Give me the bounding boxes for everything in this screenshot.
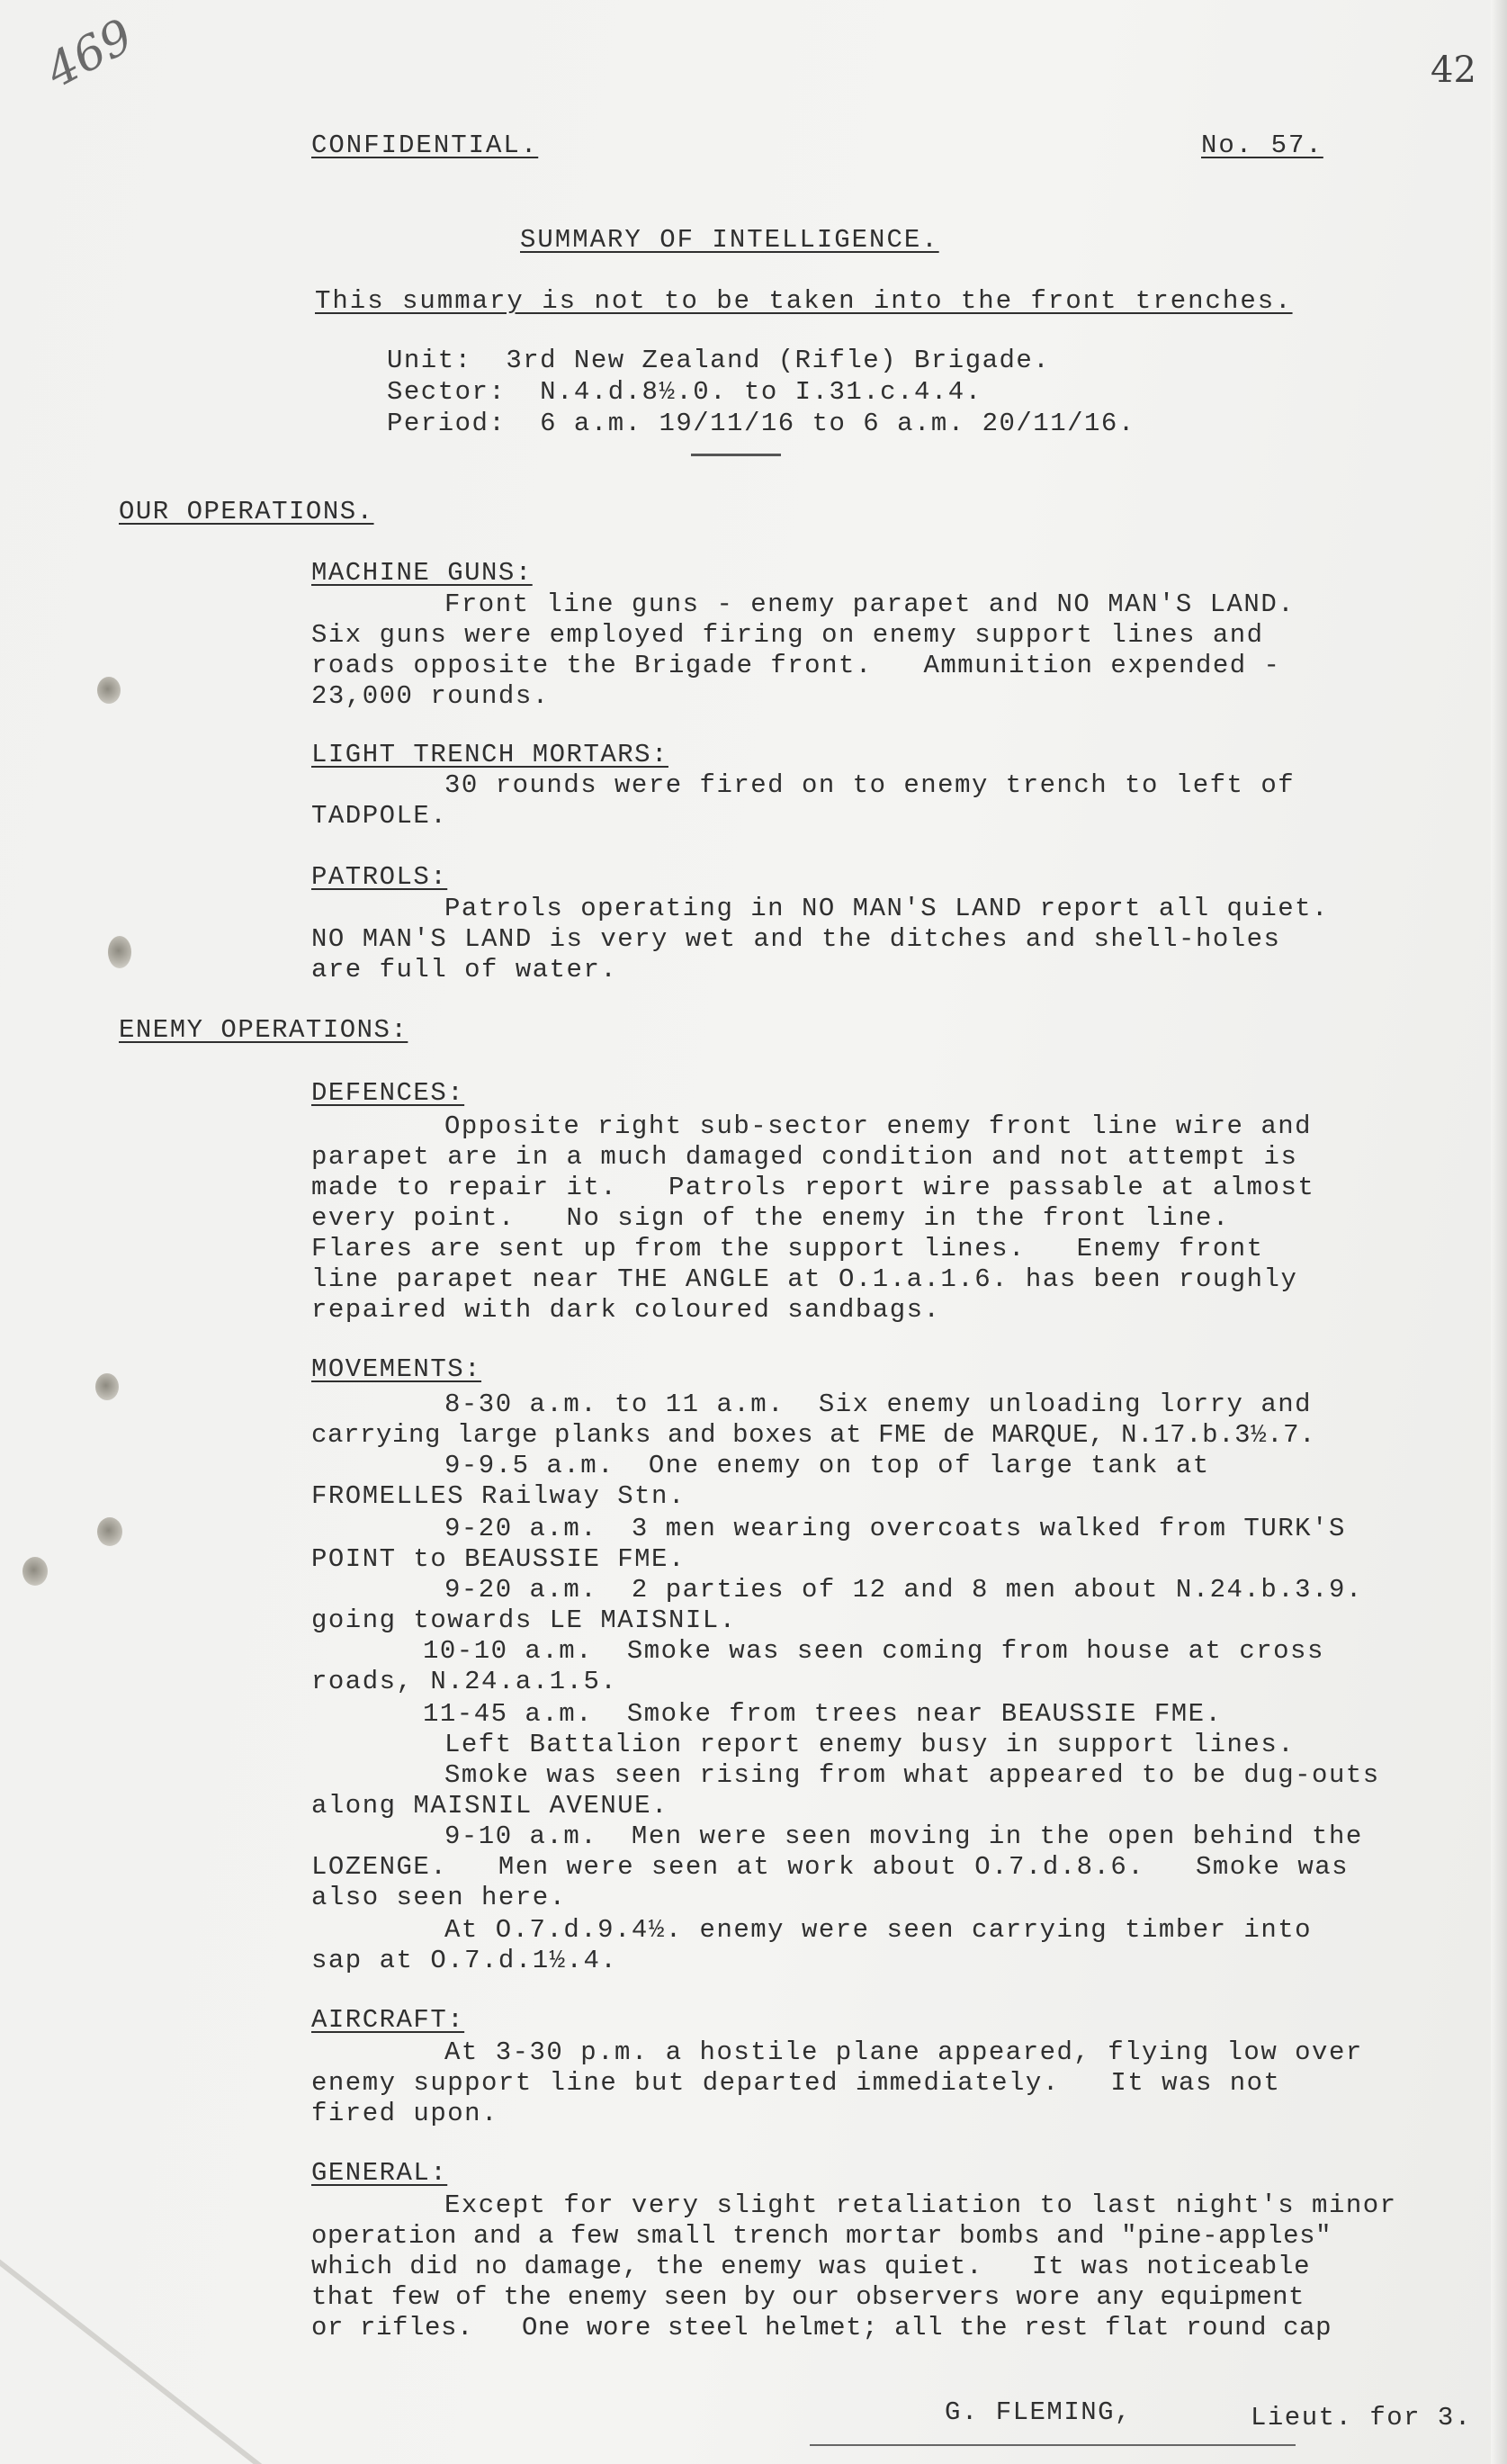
body-line: 11-45 a.m. Smoke from trees near BEAUSSIE FME.	[423, 1699, 1223, 1729]
subheading-defences: DEFENCES:	[311, 1078, 465, 1108]
classification-label: CONFIDENTIAL.	[311, 130, 539, 160]
body-line: along MAISNIL AVENUE.	[311, 1791, 668, 1821]
body-line: 23,000 rounds.	[311, 681, 550, 711]
body-line: At 3-30 p.m. a hostile plane appeared, flying low over	[444, 2037, 1363, 2067]
punch-hole	[97, 1517, 122, 1546]
body-line: roads, N.24.a.1.5.	[311, 1667, 618, 1696]
body-line: or rifles. One wore steel helmet; all the rest flat round cap	[311, 2313, 1332, 2343]
body-line: carrying large planks and boxes at FME de MARQUE, N.17.b.3½.7.	[311, 1420, 1316, 1450]
body-line: sap at O.7.d.1½.4.	[311, 1946, 618, 1975]
subheading-general: GENERAL:	[311, 2158, 448, 2188]
section-heading-our-operations: OUR OPERATIONS.	[119, 497, 374, 526]
period-line: Period: 6 a.m. 19/11/16 to 6 a.m. 20/11/16.	[387, 409, 1135, 438]
body-line: roads opposite the Brigade front. Ammunition expended -	[311, 651, 1281, 680]
body-line: 9-20 a.m. 2 parties of 12 and 8 men about N.24.b.3.9.	[444, 1575, 1363, 1605]
body-line: made to repair it. Patrols report wire passable at almost	[311, 1173, 1315, 1202]
body-line: Front line guns - enemy parapet and NO MAN'S LAND.	[444, 589, 1296, 619]
body-line: 9-9.5 a.m. One enemy on top of large tank at	[444, 1451, 1210, 1480]
body-line: 8-30 a.m. to 11 a.m. Six enemy unloading lorry and	[444, 1389, 1313, 1419]
body-line: LOZENGE. Men were seen at work about O.7.d.8.6. Smoke was	[311, 1852, 1350, 1882]
subheading-machine-guns: MACHINE GUNS:	[311, 558, 533, 588]
body-line: Flares are sent up from the support lines. Enemy front	[311, 1234, 1264, 1263]
folio-number: 42	[1431, 49, 1476, 91]
body-line: which did no damage, the enemy was quiet. It was noticeable	[311, 2252, 1311, 2281]
section-heading-enemy-operations: ENEMY OPERATIONS:	[119, 1015, 408, 1045]
subheading-patrols: PATROLS:	[311, 862, 448, 892]
punch-hole	[108, 936, 131, 968]
body-line: are full of water.	[311, 955, 618, 985]
body-line: 30 rounds were fired on to enemy trench to left of	[444, 770, 1296, 800]
subheading-movements: MOVEMENTS:	[311, 1354, 482, 1384]
body-line: TADPOLE.	[311, 801, 448, 831]
body-line: enemy support line but departed immediately. It was not	[311, 2068, 1281, 2098]
paper-fold-crease	[0, 2233, 264, 2464]
body-line: Left Battalion report enemy busy in support lines.	[444, 1730, 1296, 1759]
body-line: NO MAN'S LAND is very wet and the ditches and shell-holes	[311, 924, 1281, 954]
pencil-page-number: 469	[37, 9, 142, 99]
body-line: Smoke was seen rising from what appeared to be dug-outs	[444, 1760, 1380, 1790]
body-line: At O.7.d.9.4½. enemy were seen carrying timber into	[444, 1915, 1313, 1945]
signature-name: G. FLEMING,	[945, 2397, 1132, 2427]
body-line: that few of the enemy seen by our observers wore any equipment	[311, 2282, 1305, 2312]
body-line: parapet are in a much damaged condition and not attempt is	[311, 1142, 1298, 1172]
body-line: every point. No sign of the enemy in the front line.	[311, 1203, 1230, 1233]
punch-hole	[97, 677, 121, 704]
punch-hole	[95, 1373, 119, 1400]
body-line: operation and a few small trench mortar bombs and "pine-apples"	[311, 2221, 1332, 2251]
body-line: Patrols operating in NO MAN'S LAND report all quiet.	[444, 894, 1329, 923]
body-line: Opposite right sub-sector enemy front line wire and	[444, 1111, 1313, 1141]
punch-hole	[22, 1557, 48, 1586]
handling-warning: This summary is not to be taken into the front trenches.	[315, 286, 1293, 316]
body-line: POINT to BEAUSSIE FME.	[311, 1544, 686, 1574]
body-line: 9-10 a.m. Men were seen moving in the open behind the	[444, 1821, 1363, 1851]
summary-number: No. 57.	[1201, 130, 1323, 160]
body-line: repaired with dark coloured sandbags.	[311, 1295, 941, 1325]
signature-rule	[810, 2444, 1296, 2446]
body-line: going towards LE MAISNIL.	[311, 1605, 737, 1635]
paper-edge-shadow	[1491, 0, 1507, 2464]
body-line: Six guns were employed firing on enemy support lines and	[311, 620, 1264, 650]
body-line: FROMELLES Railway Stn.	[311, 1481, 686, 1511]
subheading-light-trench-mortars: LIGHT TRENCH MORTARS:	[311, 740, 668, 769]
signature-rank: Lieut. for 3.	[1251, 2403, 1472, 2433]
body-line: also seen here.	[311, 1883, 567, 1912]
body-line: fired upon.	[311, 2099, 498, 2128]
sector-line: Sector: N.4.d.8½.0. to I.31.c.4.4.	[387, 377, 982, 407]
separator-rule	[691, 454, 781, 456]
body-line: 10-10 a.m. Smoke was seen coming from house at cross	[423, 1636, 1324, 1666]
unit-line: Unit: 3rd New Zealand (Rifle) Brigade.	[387, 346, 1051, 375]
subheading-aircraft: AIRCRAFT:	[311, 2005, 465, 2035]
document-title: SUMMARY OF INTELLIGENCE.	[520, 225, 939, 255]
body-line: line parapet near THE ANGLE at O.1.a.1.6. has been roughly	[311, 1264, 1298, 1294]
body-line: 9-20 a.m. 3 men wearing overcoats walked from TURK'S	[444, 1514, 1346, 1543]
body-line: Except for very slight retaliation to last night's minor	[444, 2190, 1397, 2220]
